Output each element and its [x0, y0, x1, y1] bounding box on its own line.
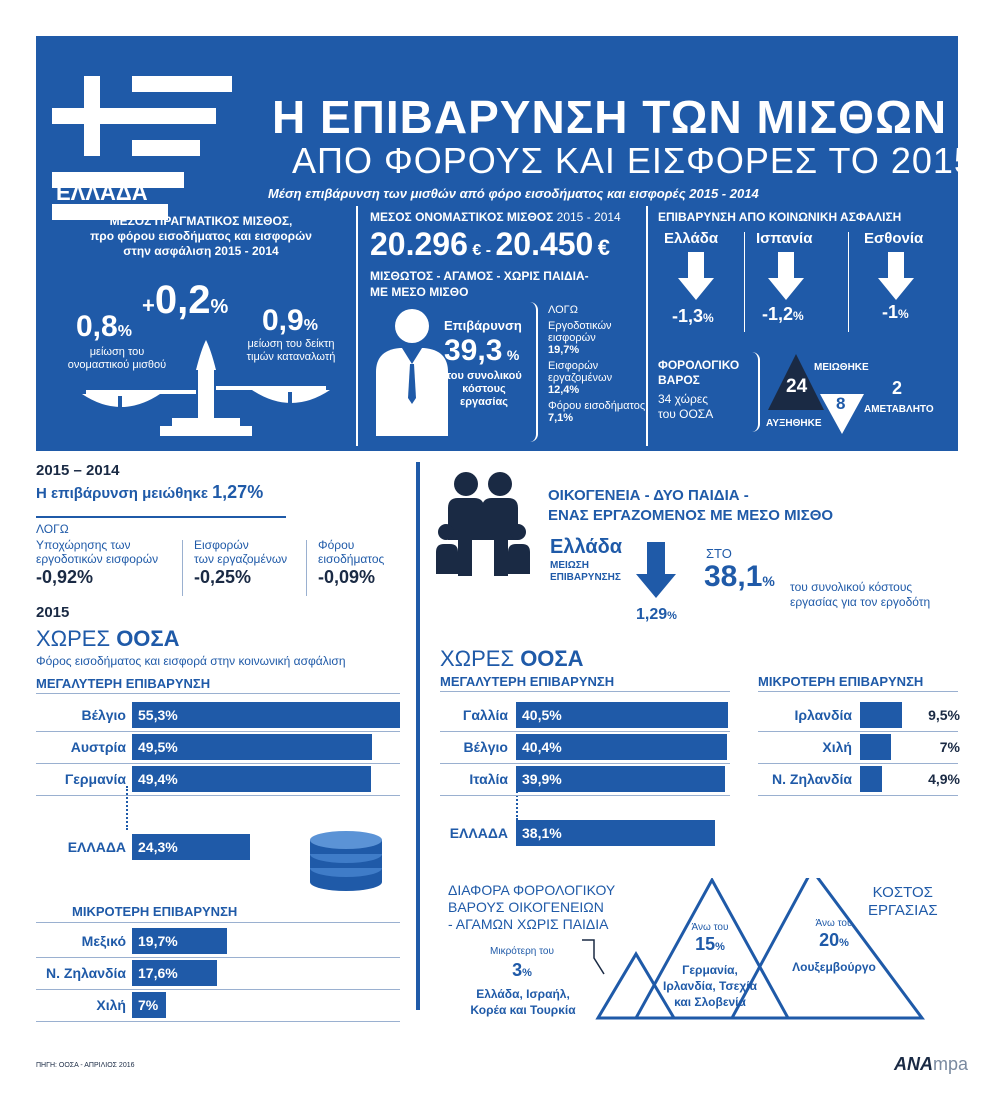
country-label: Ν. Ζηλανδία [772, 771, 852, 787]
bar [860, 734, 891, 760]
family-share-desc: του συνολικού κόστους εργασίας για τον εργοδότη [790, 580, 931, 609]
coins-icon [306, 822, 386, 894]
labour-cost-label: ΚΟΣΤΟΣ ΕΡΓΑΣΙΑΣ [868, 884, 938, 919]
country-label: Ιταλία [469, 771, 508, 787]
greece-label: ΕΛΛΑΔΑ [56, 180, 148, 205]
reason-list: Εργοδοτικών εισφορών 19,7% Εισφορών εργαζομένων 12,4% Φόρου εισοδήματος 7,1% [548, 320, 646, 424]
decreased-label: ΜΕΙΩΘΗΚΕ [814, 362, 869, 373]
bar-value: 55,3% [138, 707, 178, 723]
social-value-estonia: -1% [882, 302, 909, 322]
bar-value: 24,3% [138, 839, 178, 855]
oecd-single-lowest-title: ΜΙΚΡΟΤΕΡΗ ΕΠΙΒΑΡΥΝΣΗ [72, 904, 238, 919]
bar-value: 4,9% [928, 771, 960, 787]
increased-label: ΑΥΞΗΘΗΚΕ [766, 418, 822, 429]
oecd-year: 2015 [36, 604, 70, 621]
arrow-down-icon [766, 252, 806, 302]
cpi-desc: μείωση του δείκτη τιμών καταναλωτή [246, 338, 336, 363]
social-country-spain: Ισπανία [756, 230, 813, 247]
big-diff-label: Άνω του [815, 918, 853, 929]
brace [748, 352, 760, 432]
family-country: Ελλάδα [550, 536, 623, 558]
mid-diff-countries: Γερμανία, Ιρλανδία, Τσεχία και Σλοβενία [663, 963, 757, 1009]
bar-value: 39,9% [522, 771, 562, 787]
nominal-wage-drop: 0,8% [76, 310, 132, 343]
divider [356, 206, 358, 446]
ana-mpa-logo: ANAmpa [894, 1054, 969, 1074]
unchanged-count: 2 [892, 378, 903, 398]
oecd-family-lowest-title: ΜΙΚΡΟΤΕΡΗ ΕΠΙΒΑΡΥΝΣΗ [758, 674, 924, 689]
scale-icon [76, 330, 346, 445]
change-reason-label: ΛΟΓΩ [36, 522, 69, 536]
divider [646, 206, 648, 446]
employee-profile: ΜΙΣΘΩΤΟΣ - ΑΓΑΜΟΣ - ΧΩΡΙΣ ΠΑΙΔΙΑ- ΜΕ ΜΕΣΟ ΜΙΣΘΟ [370, 269, 589, 299]
change-item-employer: Υποχώρησης των εργοδοτικών εισφορών -0,92% [36, 538, 159, 587]
main-title: Η ΕΠΙΒΑΡΥΝΣΗ ΤΩΝ ΜΙΣΘΩΝ [272, 91, 948, 143]
brace [526, 302, 538, 442]
bar-value: 17,6% [138, 965, 178, 981]
big-diff-value: 20% [819, 930, 849, 950]
brace-line [36, 506, 286, 518]
big-diff-countries: Λουξεμβούργο [792, 960, 876, 974]
country-label: Μεξικό [81, 933, 126, 949]
family-share-value: 38,1% [704, 560, 775, 593]
arrow-down-icon [676, 252, 716, 302]
country-label: Χιλή [822, 739, 852, 755]
country-label: ΕΛΛΑΔΑ [67, 839, 126, 855]
burden-label: Επιβάρυνση [444, 318, 522, 333]
unchanged-label: ΑΜΕΤΑΒΛΗΤΟ [864, 404, 934, 415]
arrow-down-icon [876, 252, 916, 302]
intro-text: Μέση επιβάρυνση των μισθών από φόρο εισοδήματος και εισφορές 2015 - 2014 [268, 186, 759, 201]
nominal-wage-desc: μείωση του ονομαστικού μισθού [67, 346, 167, 371]
bar-value: 49,5% [138, 739, 178, 755]
bar-value: 40,4% [522, 739, 562, 755]
burden-value: 39,3 % [444, 334, 520, 367]
social-value-spain: -1,2% [762, 304, 804, 324]
country-label: Βέλγιο [463, 739, 508, 755]
tax-burden-sub: 34 χώρες του ΟΟΣΑ [658, 392, 714, 421]
bar-value: 40,5% [522, 707, 562, 723]
oecd-single-highest-title: ΜΕΓΑΛΥΤΕΡΗ ΕΠΙΒΑΡΥΝΣΗ [36, 676, 211, 691]
country-label: Γαλλία [462, 707, 508, 723]
arrow-down-icon [634, 542, 678, 600]
nominal-wage-title: ΜΕΣΟΣ ΟΝΟΜΑΣΤΙΚΟΣ ΜΙΣΘΟΣ 2015 - 2014 [370, 210, 621, 224]
bar-value: 19,7% [138, 933, 178, 949]
bar-value: 7% [138, 997, 159, 1013]
family-reduction-label: ΜΕΙΩΣΗ ΕΠΙΒΑΡΥΝΣΗΣ [550, 560, 621, 583]
country-label: Αυστρία [70, 739, 126, 755]
social-country-estonia: Εσθονία [864, 230, 924, 247]
bar-value: 9,5% [928, 707, 960, 723]
social-value-greece: -1,3% [672, 306, 714, 326]
change-headline: Η επιβάρυνση μειώθηκε 1,27% [36, 482, 264, 502]
family-reduction-value: 1,29% [636, 606, 677, 623]
change-years: 2015 – 2014 [36, 462, 120, 479]
country-label: Γερμανία [64, 771, 126, 787]
change-item-income-tax: Φόρου εισοδήματος -0,09% [318, 538, 385, 587]
oecd-single-desc: Φόρος εισοδήματος και εισφορά στην κοινωνική ασφάλιση [36, 654, 346, 668]
bar [860, 702, 902, 728]
burden-desc: του συνολικού κόστους εργασίας [446, 370, 522, 408]
main-subtitle: ΑΠΟ ΦΟΡΟΥΣ ΚΑΙ ΕΙΣΦΟΡΕΣ ΤΟ 2015 [292, 140, 975, 181]
country-label: Βέλγιο [81, 707, 126, 723]
bar-value: 38,1% [522, 825, 562, 841]
oecd-family-highest-title: ΜΕΓΑΛΥΤΕΡΗ ΕΠΙΒΑΡΥΝΣΗ [440, 674, 615, 689]
family-title: ΟΙΚΟΓΕΝΕΙΑ - ΔΥΟ ΠΑΙΔΙΑ - ΕΝΑΣ ΕΡΓΑΖΟΜΕΝΟΣ ΜΕ ΜΕΣΟ ΜΙΣΘΟ [548, 487, 834, 524]
country-label: Ιρλανδία [794, 707, 852, 723]
reason-label: ΛΟΓΩ [548, 304, 578, 316]
source-note: ΠΗΓΗ: ΟΟΣΑ - ΑΠΡΙΛΙΟΣ 2016 [36, 1062, 135, 1069]
nominal-wage-values: 20.296 € - 20.450 € [370, 226, 611, 262]
country-label: Χιλή [96, 997, 126, 1013]
change-item-employee: Εισφορών των εργαζομένων -0,25% [194, 538, 288, 587]
real-wage-change: +0,2% [142, 278, 229, 322]
oecd-family-title: ΧΩΡΕΣ ΟΟΣΑ [440, 646, 584, 671]
employee-icon [372, 306, 452, 446]
decreased-count: 24 [786, 376, 808, 397]
small-diff-countries: Ελλάδα, Ισραήλ, Κορέα και Τουρκία [470, 987, 576, 1017]
bar-value: 7% [939, 739, 960, 755]
bar [860, 766, 882, 792]
family-sto: ΣΤΟ [706, 546, 732, 561]
mid-diff-label: Άνω του [691, 922, 729, 933]
tax-burden-title: ΦΟΡΟΛΟΓΙΚΟ ΒΑΡΟΣ [658, 358, 740, 387]
increased-count: 8 [836, 394, 846, 413]
social-title: ΕΠΙΒΑΡΥΝΣΗ ΑΠΟ ΚΟΙΝΩΝΙΚΗ ΑΣΦΑΛΙΣΗ [658, 210, 902, 224]
cpi-drop: 0,9% [262, 304, 318, 337]
small-diff-label: Μικρότερη του [490, 946, 554, 957]
difference-title: ΔΙΑΦΟΡΑ ΦΟΡΟΛΟΓΙΚΟΥ ΒΑΡΟΥΣ ΟΙΚΟΓΕΝΕΙΩΝ - ΑΓΑΜΩΝ ΧΩΡΙΣ ΠΑΙΔΙΑ [448, 882, 616, 932]
family-icon [432, 470, 536, 580]
country-label: ΕΛΛΑΔΑ [449, 825, 508, 841]
top-panel [36, 36, 975, 451]
country-label: Ν. Ζηλανδία [46, 965, 126, 981]
mid-diff-value: 15% [695, 934, 725, 954]
social-country-greece: Ελλάδα [664, 230, 719, 247]
bar-value: 49,4% [138, 771, 178, 787]
real-wage-title: ΜΕΣΟΣ ΠΡΑΓΜΑΤΙΚΟΣ ΜΙΣΘΟΣ, προ φόρου εισοδήματος και εισφορών στην ασφάλιση 2015 - 2014 [90, 214, 312, 258]
small-diff-value: 3% [512, 960, 532, 980]
oecd-single-title: ΧΩΡΕΣ ΟΟΣΑ [36, 626, 180, 651]
